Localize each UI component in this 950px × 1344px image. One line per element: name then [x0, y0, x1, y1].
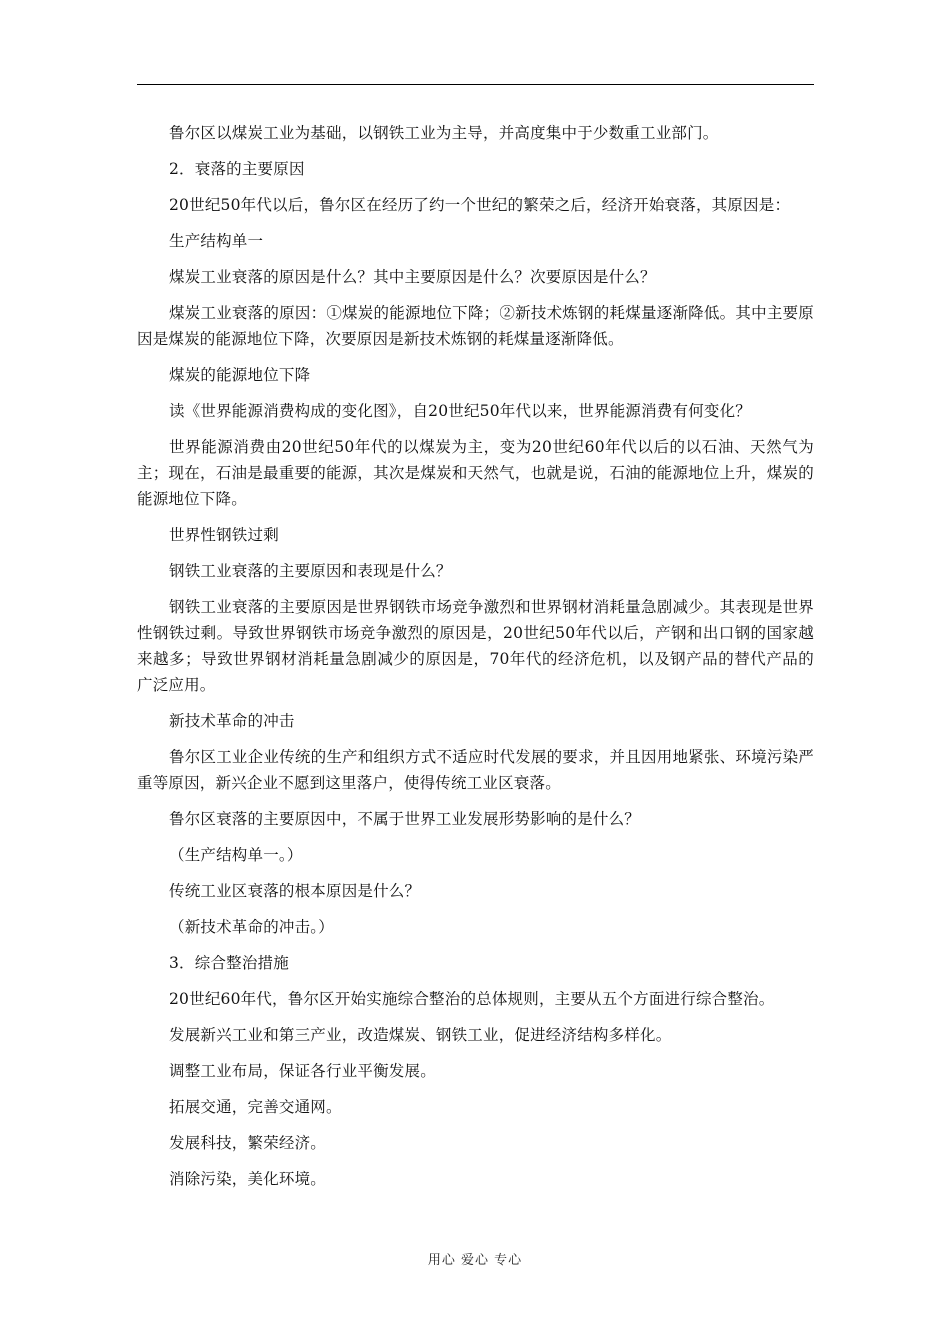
answer: （新技术革命的冲击。） [169, 918, 334, 936]
question: 传统工业区衰落的根本原因是什么？ [169, 882, 421, 900]
measure-item: 发展科技，繁荣经济。 [169, 1134, 327, 1152]
paragraph: 鲁尔区工业企业传统的生产和组织方式不适应时代发展的要求，并且因用地紧张、环境污染严重等原因，新兴企业不愿到这里落户，使得传统工业区衰落。 [137, 748, 814, 792]
paragraph: 20世纪50年代以后，鲁尔区在经历了约一个世纪的繁荣之后，经济开始衰落，其原因是： [169, 196, 791, 214]
measure-item: 消除污染，美化环境。 [169, 1170, 327, 1188]
answer: 煤炭工业衰落的原因：①煤炭的能源地位下降；②新技术炼钢的耗煤量逐渐降低。其中主要原因是煤炭的能源地位下降，次要原因是新技术炼钢的耗煤量逐渐降低。 [137, 304, 814, 348]
page-footer: 用心 爱心 专心 [427, 1253, 523, 1268]
section-heading: 3．综合整治措施 [169, 954, 289, 972]
question: 读《世界能源消费构成的变化图》，自20世纪50年代以来，世界能源消费有何变化？ [169, 402, 751, 420]
question: 钢铁工业衰落的主要原因和表现是什么？ [169, 562, 452, 580]
measure-item: 发展新兴工业和第三产业，改造煤炭、钢铁工业，促进经济结构多样化。 [169, 1026, 672, 1044]
answer: 钢铁工业衰落的主要原因是世界钢铁市场竞争激烈和世界钢材消耗量急剧减少。其表现是世界性钢铁过剩。导致世界钢铁市场竞争激烈的原因是，20世纪50年代以后，产钢和出口钢的国家越来越多；导致世界钢材消耗量急剧减少的原因是，70年代的经济危机，以及钢产品的替代产品的广泛应用。 [137, 598, 814, 694]
section-heading: 2．衰落的主要原因 [169, 160, 305, 178]
paragraph: 20世纪60年代，鲁尔区开始实施综合整治的总体规则，主要从五个方面进行综合整治。 [169, 990, 775, 1008]
subheading: 新技术革命的冲击 [169, 712, 295, 730]
answer: 世界能源消费由20世纪50年代的以煤炭为主，变为20世纪60年代以后的以石油、天然气为主；现在，石油是最重要的能源，其次是煤炭和天然气，也就是说，石油的能源地位上升，煤炭的能源地位下降。 [137, 438, 814, 508]
measure-item: 拓展交通，完善交通网。 [169, 1098, 342, 1116]
subheading: 生产结构单一 [169, 232, 264, 250]
subheading: 煤炭的能源地位下降 [169, 366, 311, 384]
question: 鲁尔区衰落的主要原因中，不属于世界工业发展形势影响的是什么？ [169, 810, 641, 828]
question: 煤炭工业衰落的原因是什么？其中主要原因是什么？次要原因是什么？ [169, 268, 656, 286]
subheading: 世界性钢铁过剩 [169, 526, 279, 544]
answer: （生产结构单一。） [169, 846, 303, 864]
header-rule [137, 84, 814, 85]
measure-item: 调整工业布局，保证各行业平衡发展。 [169, 1062, 436, 1080]
paragraph: 鲁尔区以煤炭工业为基础，以钢铁工业为主导，并高度集中于少数重工业部门。 [169, 124, 719, 142]
document-body [137, 120, 814, 1202]
